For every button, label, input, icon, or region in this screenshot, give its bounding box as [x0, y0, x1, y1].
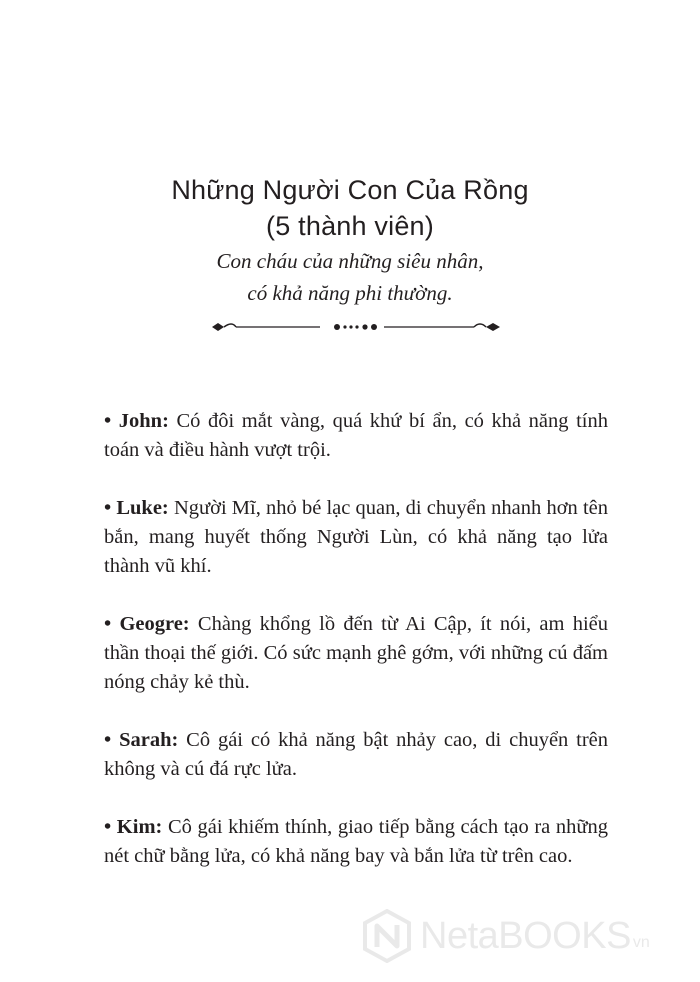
page-title-line1: Những Người Con Của Rồng [171, 175, 529, 205]
bullet: • [104, 816, 112, 838]
member-description: Người Mĩ, nhỏ bé lạc quan, di chuyển nhanh hơn tên bắn, mang huyết thống Người Lùn, có khả năng tạo lửa thành vũ khí. [104, 497, 608, 577]
member-description: Cô gái khiếm thính, giao tiếp bằng cách tạo ra những nét chữ bằng lửa, có khả năng bay và bắn lửa từ trên cao. [104, 816, 608, 867]
n-hexagon-logo-icon [362, 909, 412, 963]
bullet: • [104, 729, 112, 751]
member-list [104, 407, 608, 900]
bullet: • [104, 613, 112, 635]
member-name: John: [118, 410, 169, 432]
member-description: Có đôi mắt vàng, quá khứ bí ẩn, có khả năng tính toán và điều hành vượt trội. [104, 410, 608, 461]
bullet: • [104, 410, 112, 432]
member-entry-luke [104, 494, 608, 581]
member-description: Chàng khổng lồ đến từ Ai Cập, ít nói, am hiểu thần thoại thế giới. Có sức mạnh ghê gớm, với những cú đấm nóng chảy kẻ thù. [104, 613, 609, 693]
member-entry-kim [104, 813, 608, 871]
member-name: Kim: [116, 816, 163, 838]
page-title-line2: (5 thành viên) [266, 211, 434, 241]
member-entry-sarah [104, 726, 608, 784]
subtitle-line2: có khả năng phi thường. [247, 281, 453, 305]
member-name: Geogre: [119, 613, 190, 635]
member-description: Cô gái có khả năng bật nhảy cao, di chuyển trên không và cú đá rực lửa. [104, 729, 609, 780]
subtitle-line1: Con cháu của những siêu nhân, [216, 249, 484, 273]
decorative-divider-icon [212, 318, 500, 336]
member-entry-geogre [104, 610, 608, 697]
member-name: Luke: [116, 497, 169, 519]
bullet: • [104, 497, 112, 519]
chapter-header [0, 172, 700, 308]
member-name: Sarah: [119, 729, 179, 751]
watermark-brand: NetaBOOKS [420, 914, 631, 957]
member-entry-john [104, 407, 608, 465]
watermark-suffix: vn [632, 934, 650, 951]
publisher-watermark [362, 906, 682, 966]
